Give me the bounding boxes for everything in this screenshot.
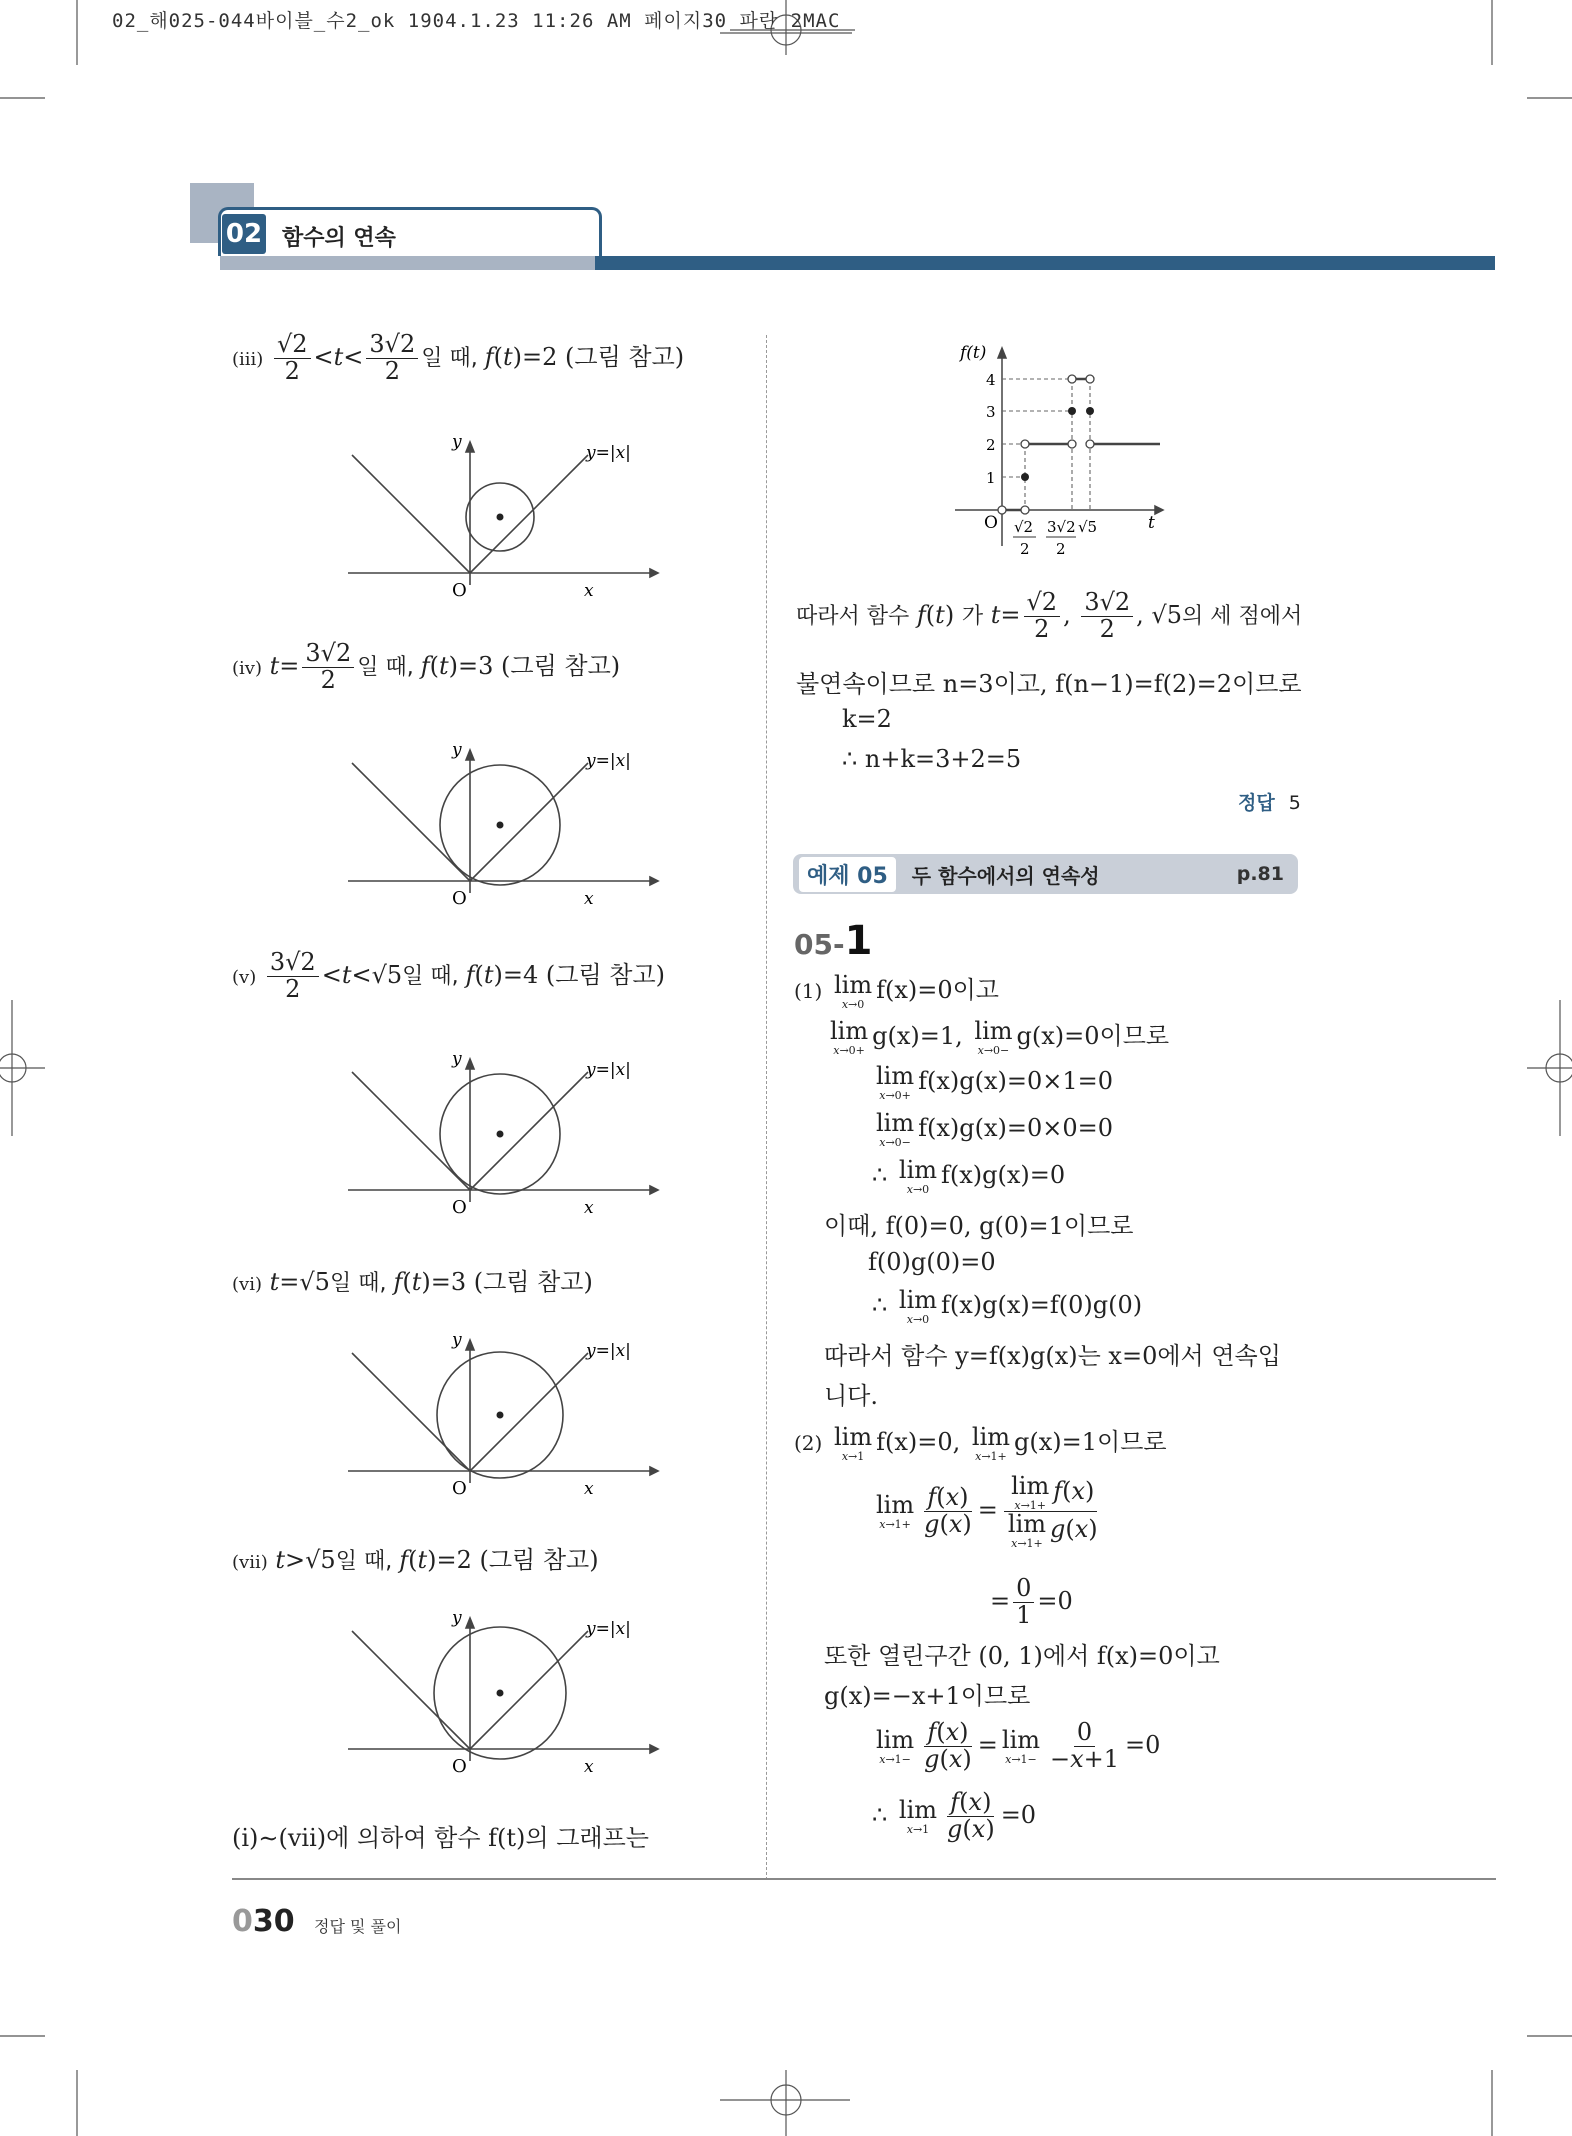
print-header: 02_해025-044바이블_수2_ok 1904.1.23 11:26 AM 페이지30 파란 2MAC	[112, 10, 841, 32]
step-ytick: 2	[986, 436, 996, 454]
sol-1-line-2: lim x→0+ g(x)=1, lim x→0− g(x)=0이므로	[830, 1017, 1170, 1057]
example-tag: 예제 05	[797, 855, 898, 894]
x-axis-label: x	[584, 889, 594, 908]
step-ytick: 3	[986, 403, 996, 421]
y-axis-label: y	[452, 740, 462, 760]
origin-label: O	[452, 1197, 467, 1217]
svg-text:2: 2	[1056, 540, 1066, 558]
sol-1-line-5: ∴ lim x→0 f(x)g(x)=0	[872, 1156, 1066, 1196]
step-xlabel: t	[1148, 513, 1155, 533]
x-axis-label: x	[584, 1757, 594, 1776]
case-v-statement: (v) $\frac{3√2}{2}$ <t<√5일 때, f(t)=4 (그림 참고)	[232, 948, 666, 1003]
sol-2-line-2: lim x→1+ $\frac{f(x)}{g(x)}$ = lim x→1+ f(x) lim x→1+ g(x)	[876, 1472, 1098, 1550]
sol-1-line-10: 니다.	[824, 1382, 878, 1410]
case-vi-statement: (vi) t=√5일 때, f(t)=3 (그림 참고)	[232, 1268, 593, 1296]
graph-case-vii	[340, 1606, 670, 1776]
graph-case-vi	[340, 1328, 670, 1498]
step-origin: O	[984, 513, 998, 533]
sol-1-line-7: f(0)g(0)=0	[868, 1248, 996, 1276]
problem-number: 05-1	[794, 918, 873, 964]
case-iv-statement: (iv) t= $\frac{3√2}{2}$ 일 때, f(t)=3 (그림 참고)	[232, 639, 621, 694]
svg-text:2: 2	[1020, 540, 1030, 558]
y-axis-label: y	[452, 1608, 462, 1628]
sol-1-line-6: 이때, f(0)=0, g(0)=1이므로	[824, 1212, 1134, 1240]
sol-2-line-6: lim x→1− $\frac{f(x)}{g(x)}$ = lim x→1− $\frac{0}{-x+1}$ =0	[876, 1718, 1161, 1773]
curve-label: y=|x|	[586, 751, 631, 771]
sol-1-line-1: (1) lim x→0 f(x)=0이고	[794, 971, 999, 1011]
curve-label: y=|x|	[586, 1060, 631, 1080]
curve-label: y=|x|	[586, 1619, 631, 1639]
right-line-3: k=2	[842, 705, 892, 733]
header-tab	[218, 207, 602, 256]
left-conclusion: (ⅰ)∼(vii)에 의하여 함수 f(t)의 그래프는	[232, 1824, 649, 1852]
case-vii-statement: (vii) t>√5일 때, f(t)=2 (그림 참고)	[232, 1546, 599, 1574]
footer-label: 정답 및 풀이	[314, 1917, 402, 1936]
curve-label: y=|x|	[586, 443, 631, 463]
sol-1-line-8: ∴ lim x→0 f(x)g(x)=f(0)g(0)	[872, 1286, 1143, 1326]
step-ylabel: f(t)	[960, 343, 987, 363]
curve-label: y=|x|	[586, 1341, 631, 1361]
right-line-2: 불연속이므로 n=3이고, f(n−1)=f(2)=2이므로	[796, 670, 1302, 698]
chapter-title: 함수의 연속	[282, 226, 396, 251]
right-line-1: 따라서 함수 f(t) 가 t= $\frac{√2}{2}$ , $\frac{3√2}{2}$ , √5의 세 점에서	[796, 588, 1303, 643]
answer-value: 5	[1288, 792, 1301, 814]
y-axis-label: y	[452, 432, 462, 452]
origin-label: O	[452, 580, 467, 600]
step-xtick-sqrt2-half: √2	[1014, 518, 1034, 536]
case-iii-statement: (iii) $\frac{√2}{2}$ <t< $\frac{3√2}{2}$ 일 때, f(t)=2 (그림 참고)	[232, 330, 685, 385]
x-axis-label: x	[584, 1198, 594, 1217]
step-xtick-3sqrt2-half: 3√2	[1047, 518, 1076, 536]
example-bar	[793, 854, 1298, 894]
graph-case-iii	[340, 430, 670, 600]
example-title: 두 함수에서의 연속성	[911, 863, 1100, 888]
header-rule	[595, 256, 1495, 270]
y-axis-label: y	[452, 1049, 462, 1069]
sol-2-line-3: = $\frac{0}{1}$ =0	[990, 1574, 1073, 1629]
chapter-number: 02	[222, 214, 266, 254]
header-rule-gray	[220, 256, 595, 270]
graph-case-v	[340, 1047, 670, 1217]
right-line-4: ∴ n+k=3+2=5	[842, 745, 1022, 773]
sol-1-line-3: lim x→0+ f(x)g(x)=0×1=0	[876, 1062, 1114, 1102]
x-axis-label: x	[584, 581, 594, 600]
step-ytick: 1	[986, 469, 996, 487]
sol-2-line-4: 또한 열린구간 (0, 1)에서 f(x)=0이고	[824, 1642, 1220, 1670]
chapter-header	[190, 183, 1495, 273]
step-function-graph	[950, 336, 1180, 576]
graph-case-iv	[340, 738, 670, 908]
footer-rule	[232, 1878, 1496, 1880]
sol-1-line-9: 따라서 함수 y=f(x)g(x)는 x=0에서 연속입	[824, 1342, 1281, 1370]
y-axis-label: y	[452, 1330, 462, 1350]
step-xtick-sqrt5: √5	[1078, 518, 1098, 536]
sol-2-line-1: (2) lim x→1 f(x)=0, lim x→1+ g(x)=1이므로	[794, 1423, 1167, 1463]
column-divider	[766, 335, 767, 1880]
origin-label: O	[452, 888, 467, 908]
x-axis-label: x	[584, 1479, 594, 1498]
origin-label: O	[452, 1756, 467, 1776]
answer	[1238, 788, 1301, 815]
answer-label: 정답	[1238, 792, 1275, 814]
sol-2-line-7: ∴ lim x→1 $\frac{f(x)}{g(x)}$ =0	[872, 1788, 1037, 1843]
step-ytick: 4	[986, 371, 996, 389]
footer-page-number: 030	[232, 1904, 295, 1939]
sol-2-line-5: g(x)=−x+1이므로	[824, 1682, 1031, 1710]
example-page: p.81	[1236, 863, 1284, 885]
origin-label: O	[452, 1478, 467, 1498]
sol-1-line-4: lim x→0− f(x)g(x)=0×0=0	[876, 1109, 1114, 1149]
